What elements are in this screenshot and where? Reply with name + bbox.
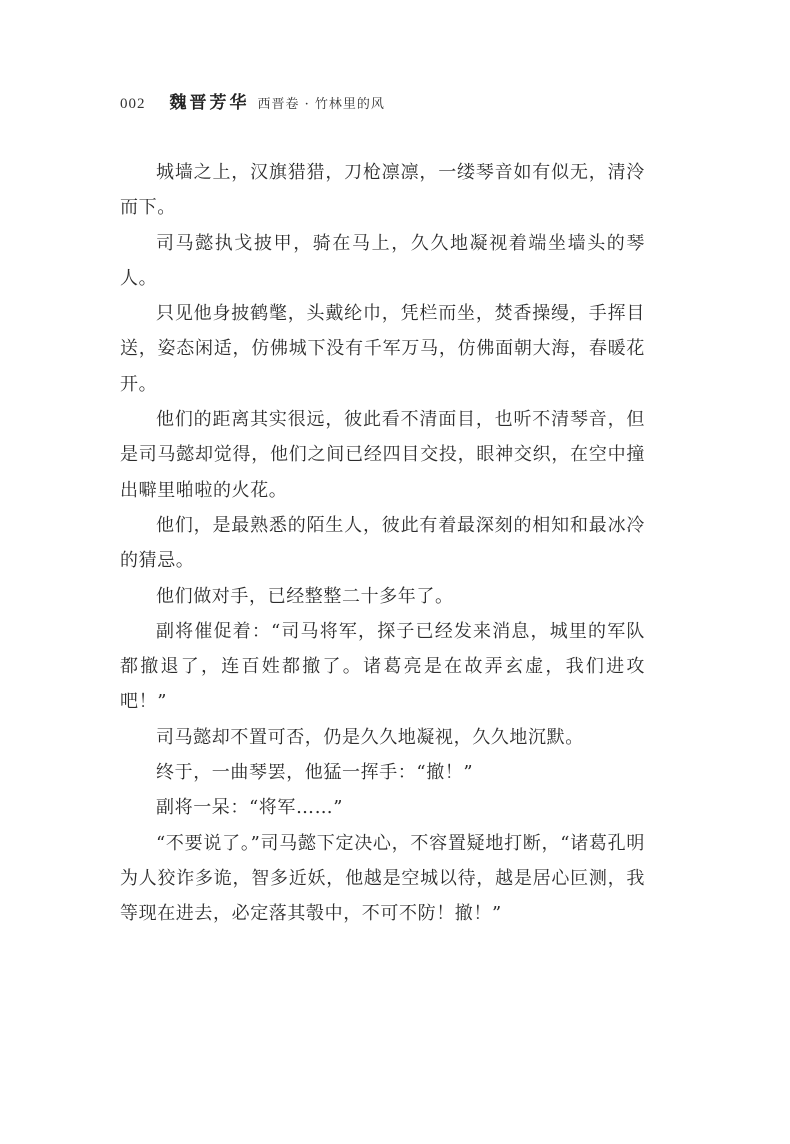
volume-subtitle: 西晋卷 · 竹林里的风 [257, 97, 385, 112]
body-text [120, 155, 645, 932]
paragraph: “不要说了。”司马懿下定决心，不容置疑地打断，“诸葛孔明为人狡诈多诡，智多近妖，他越是空城以待，越是居心叵测，我等现在进去，必定落其彀中，不可不防！撤！” [120, 832, 645, 925]
paragraph: 司马懿执戈披甲，骑在马上，久久地凝视着端坐墙头的琴人。 [120, 232, 645, 289]
paragraph: 副将一呆：“将军……” [156, 797, 344, 819]
running-header [120, 88, 385, 116]
paragraph: 他们，是最熟悉的陌生人，彼此有着最深刻的相知和最冰冷的猜忌。 [120, 514, 645, 572]
paragraph: 他们做对手，已经整整二十多年了。 [156, 585, 454, 607]
paragraph: 司马懿却不置可否，仍是久久地凝视，久久地沉默。 [156, 726, 584, 748]
page-number: 002 [120, 96, 146, 112]
book-title: 魏晋芳华 [169, 93, 250, 113]
paragraph: 他们的距离其实很远，彼此看不清面目，也听不清琴音，但是司马懿却觉得，他们之间已经四目交投，眼神交织，在空中撞出噼里啪啦的火花。 [120, 409, 645, 501]
paragraph: 城墙之上，汉旗猎猎，刀枪凛凛，一缕琴音如有似无，清泠而下。 [120, 162, 645, 219]
paragraph: 只见他身披鹤氅，头戴纶巾，凭栏而坐，焚香操缦，手挥目送，姿态闲适，仿佛城下没有千军万马，仿佛面朝大海，春暖花开。 [120, 303, 645, 395]
paragraph: 终于，一曲琴罢，他猛一挥手：“撤！” [156, 762, 474, 784]
paragraph: 副将催促着：“司马将军，探子已经发来消息，城里的军队都撤退了，连百姓都撤了。诸葛亮是在故弄玄虚，我们进攻吧！” [120, 620, 645, 713]
